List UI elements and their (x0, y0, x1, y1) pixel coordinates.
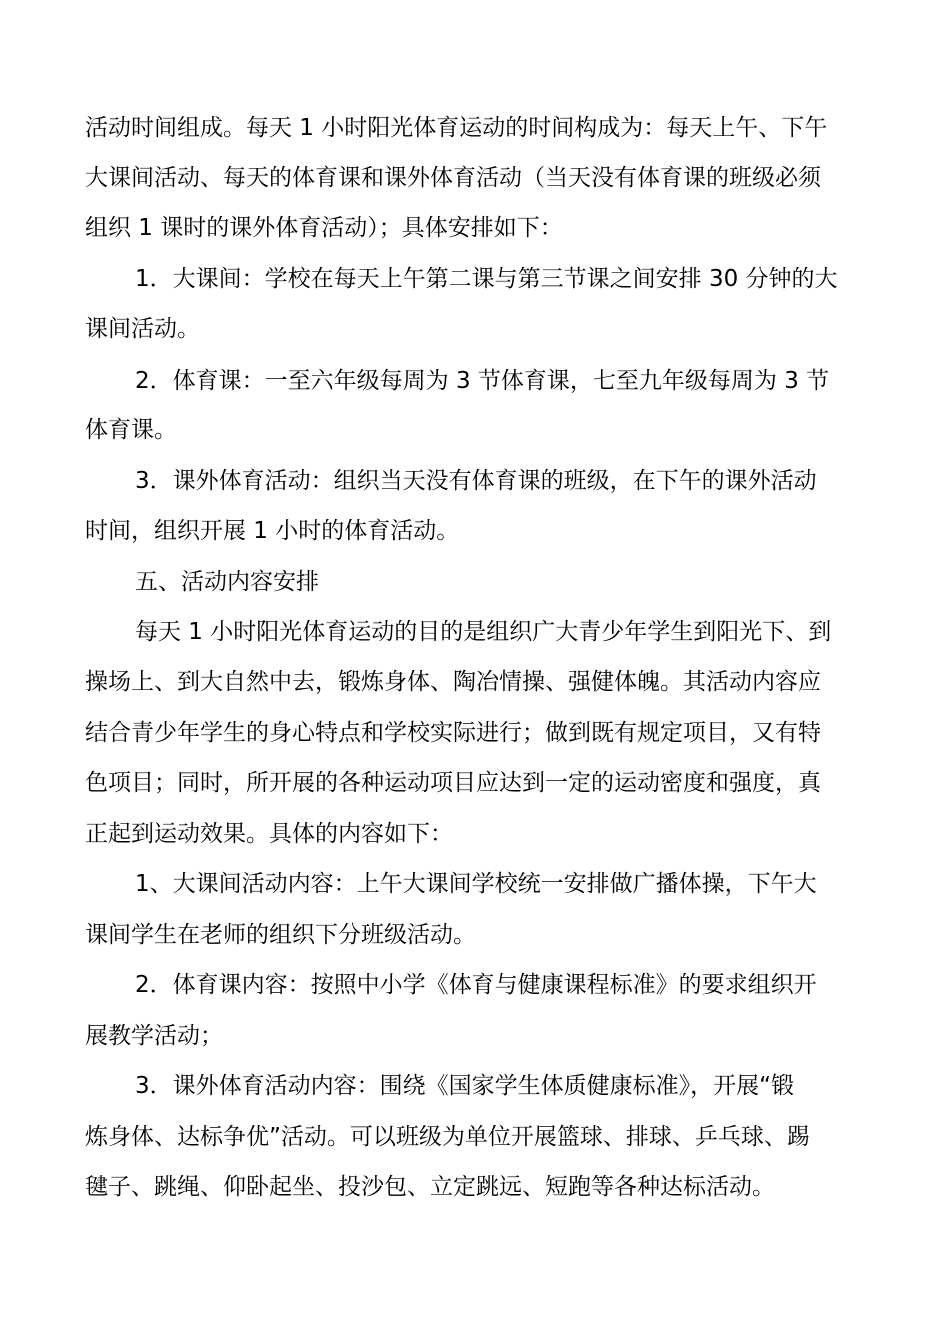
text-line: 3．课外体育活动：组织当天没有体育课的班级，在下午的课外活动 (135, 468, 817, 494)
text-line: 每天 1 小时阳光体育运动的目的是组织广大青少年学生到阳光下、到 (135, 619, 832, 645)
text-line: 结合青少年学生的身心特点和学校实际进行；做到既有规定项目，又有特 (85, 720, 821, 746)
text-line: 2．体育课内容：按照中小学《体育与健康课程标准》的要求组织开 (135, 972, 817, 998)
text-line: 炼身体、达标争优”活动。可以班级为单位开展篮球、排球、乒乓球、踢 (85, 1124, 810, 1150)
text-line: 操场上、到大自然中去，锻炼身体、陶冶情操、强健体魄。其活动内容应 (85, 669, 821, 695)
text-line: 3．课外体育活动内容：围绕《国家学生体质健康标准》，开展“锻 (135, 1073, 795, 1099)
text-line: 1．大课间：学校在每天上午第二课与第三节课之间安排 30 分钟的大 (135, 266, 838, 292)
text-line: 2．体育课：一至六年级每周为 3 节体育课，七至九年级每周为 3 节 (135, 368, 830, 394)
text-line: 大课间活动、每天的体育课和课外体育活动（当天没有体育课的班级必须 (85, 165, 821, 191)
text-line: 色项目；同时，所开展的各种运动项目应达到一定的运动密度和强度，真 (85, 770, 821, 796)
text-line: 1、大课间活动内容：上午大课间学校统一安排做广播体操，下午大 (135, 871, 817, 897)
text-line: 展教学活动； (85, 1023, 223, 1049)
text-line: 活动时间组成。每天 1 小时阳光体育运动的时间构成为：每天上午、下午 (85, 115, 828, 141)
section-heading: 五、活动内容安排 (135, 569, 319, 595)
text-line: 时间，组织开展 1 小时的体育活动。 (85, 518, 460, 544)
text-line: 组织 1 课时的课外体育活动）；具体安排如下： (85, 215, 563, 241)
text-line: 课间学生在老师的组织下分班级活动。 (85, 922, 476, 948)
text-line: 体育课。 (85, 417, 177, 443)
text-line: 课间活动。 (85, 316, 200, 342)
text-line: 毽子、跳绳、仰卧起坐、投沙包、立定跳远、短跑等各种达标活动。 (85, 1174, 775, 1200)
text-line: 正起到运动效果。具体的内容如下： (85, 821, 453, 847)
